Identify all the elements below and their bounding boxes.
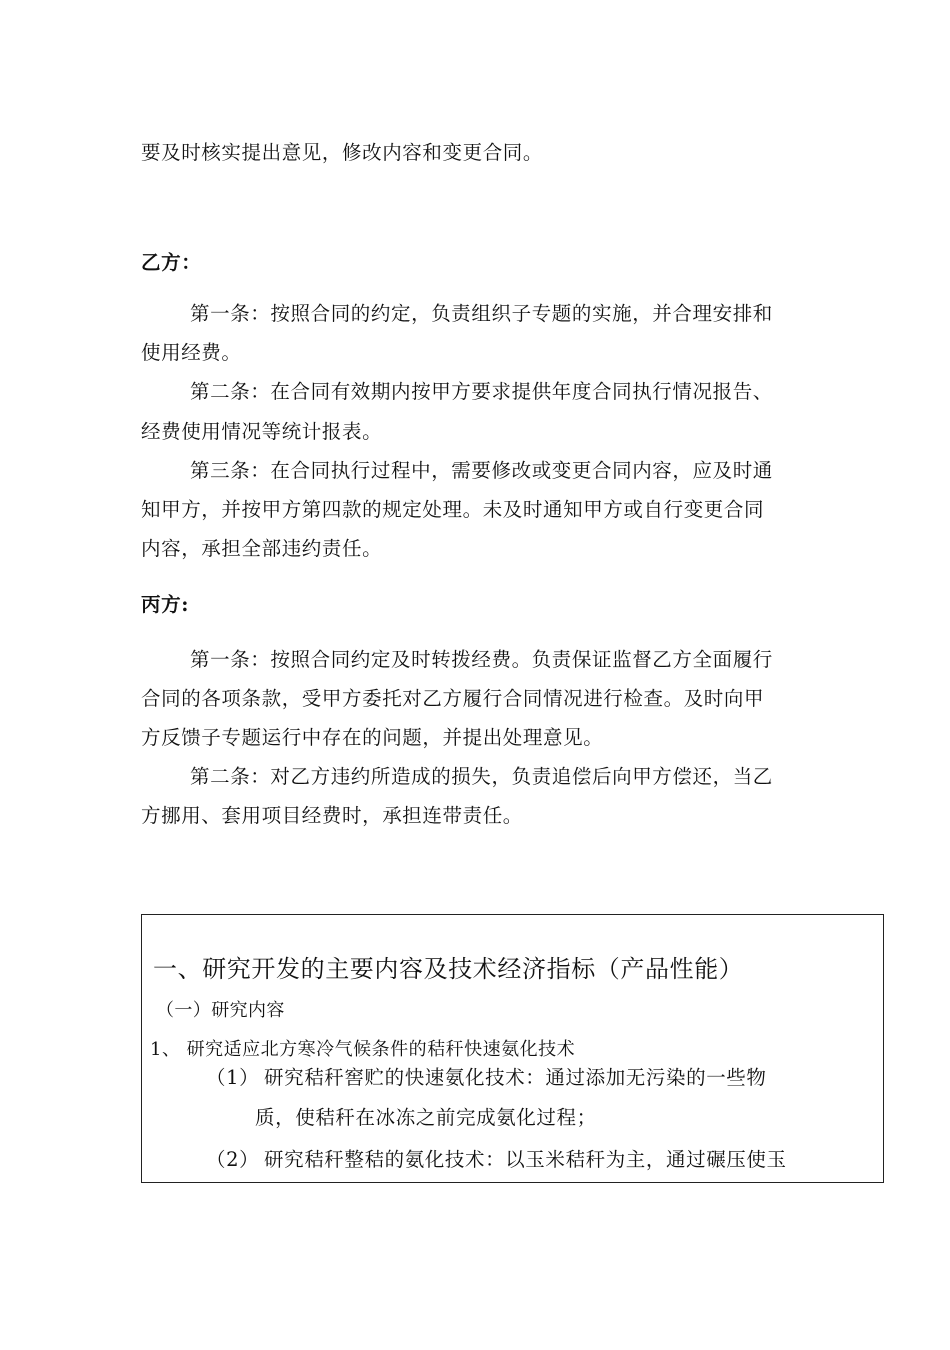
party-b-article-3-line-3: 内容，承担全部违约责任。 bbox=[141, 537, 383, 560]
party-c-article-1-line-1: 第一条：按照合同约定及时转拨经费。负责保证监督乙方全面履行 bbox=[190, 648, 773, 671]
party-b-article-2-line-2: 经费使用情况等统计报表。 bbox=[141, 420, 383, 443]
sub-item-2-text-1: 研究秸秆整秸的氨化技术：以玉米秸秆为主，通过碾压使玉 bbox=[264, 1148, 787, 1171]
sub-item-1-line-1 bbox=[206, 1068, 767, 1088]
sub-item-1-number: （1） bbox=[206, 1066, 260, 1089]
party-b-article-3-line-1: 第三条：在合同执行过程中，需要修改或变更合同内容，应及时通 bbox=[190, 459, 773, 482]
party-c-heading: 丙方: bbox=[141, 593, 189, 616]
continuation-text: 要及时核实提出意见，修改内容和变更合同。 bbox=[141, 141, 544, 164]
sub-item-1-text-1: 研究秸秆窖贮的快速氨化技术：通过添加无污染的一些物 bbox=[264, 1066, 767, 1089]
party-b-article-3-line-2: 知甲方，并按甲方第四款的规定处理。未及时通知甲方或自行变更合同 bbox=[141, 498, 765, 521]
sub-item-2-line-1 bbox=[206, 1150, 787, 1170]
research-item-1: 1、 研究适应北方寒冷气候条件的秸秆快速氨化技术 bbox=[150, 1039, 576, 1060]
section-subtitle: （一）研究内容 bbox=[156, 1000, 285, 1021]
party-b-article-2-line-1: 第二条：在合同有效期内按甲方要求提供年度合同执行情况报告、 bbox=[190, 380, 773, 403]
sub-item-1-line-2: 质，使秸秆在冰冻之前完成氨化过程； bbox=[255, 1106, 597, 1129]
research-content-table bbox=[141, 914, 884, 1183]
section-title: 一、研究开发的主要内容及技术经济指标（产品性能） bbox=[153, 955, 744, 983]
party-c-article-1-line-3: 方反馈子专题运行中存在的问题，并提出处理意见。 bbox=[141, 726, 604, 749]
party-c-article-2-line-2: 方挪用、套用项目经费时，承担连带责任。 bbox=[141, 804, 523, 827]
party-b-article-1-line-2: 使用经费。 bbox=[141, 341, 242, 364]
party-c-article-1-line-2: 合同的各项条款，受甲方委托对乙方履行合同情况进行检查。及时向甲 bbox=[141, 687, 765, 710]
party-c-article-2-line-1: 第二条：对乙方违约所造成的损失，负责追偿后向甲方偿还，当乙 bbox=[190, 765, 773, 788]
sub-item-2-number: （2） bbox=[206, 1148, 260, 1171]
party-b-article-1-line-1: 第一条：按照合同的约定，负责组织子专题的实施，并合理安排和 bbox=[190, 302, 773, 325]
party-b-heading: 乙方： bbox=[141, 251, 202, 274]
